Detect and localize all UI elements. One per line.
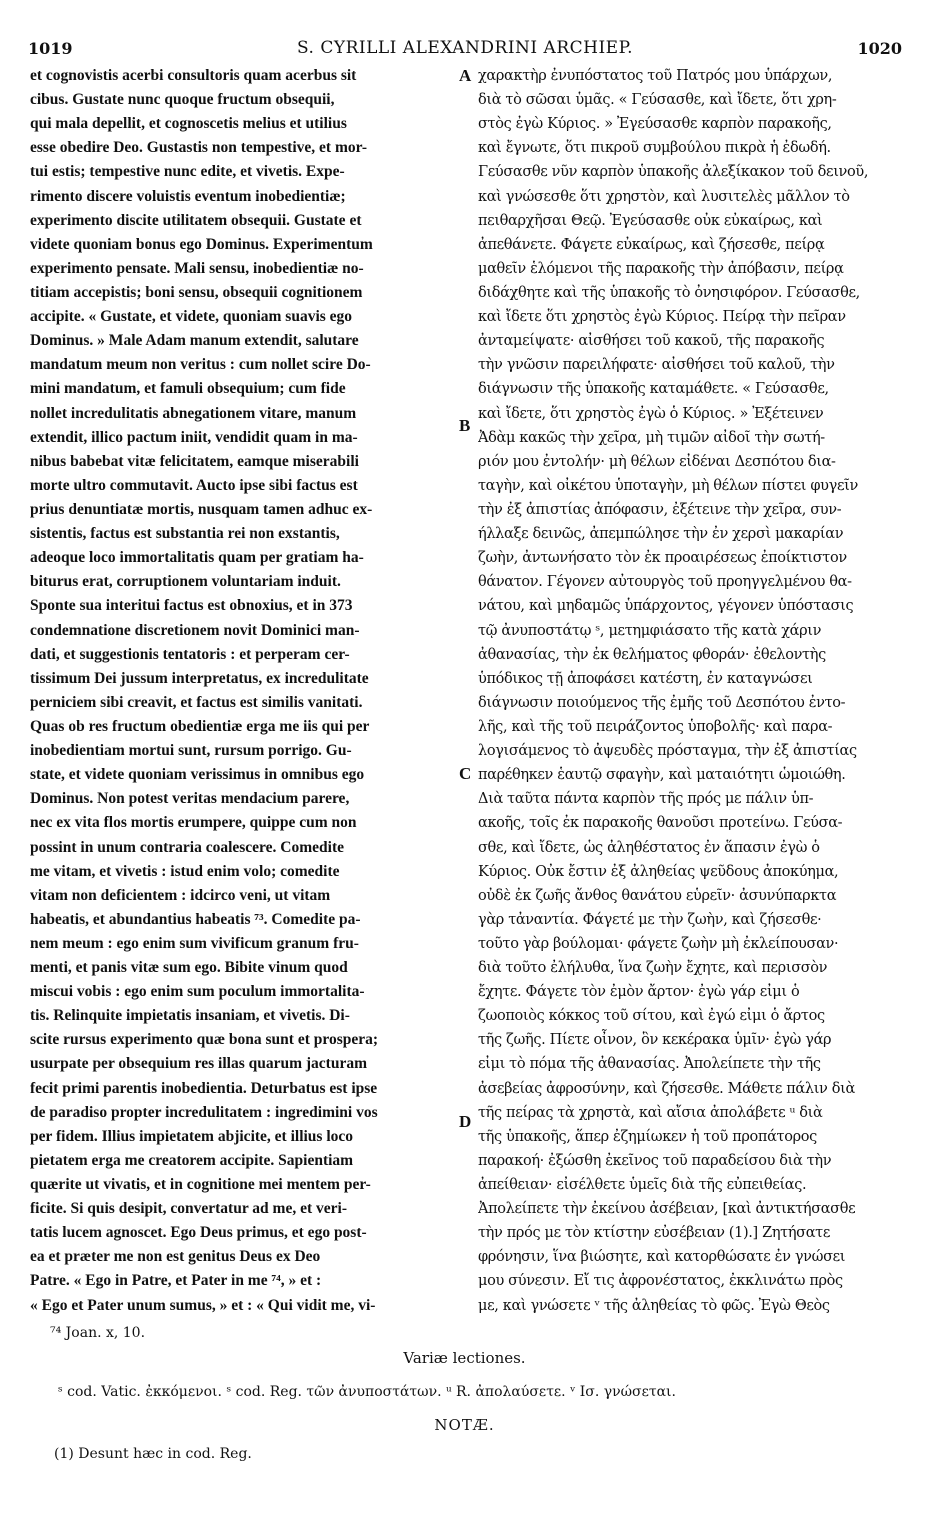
latin-text-line: biturus erat, corruptionem voluntariam induit.: [30, 573, 341, 591]
greek-text-line: διὰ τὸ σῶσαι ὑμᾶς. « Γεύσασθε, καὶ ἴδετε, ὅτι χρη-: [478, 92, 837, 109]
greek-text-line: τὴν ἐξ ἀπιστίας ἀπόφασιν, ἐξέτεινε τὴν χεῖρα, συν-: [478, 501, 842, 518]
latin-text-line: habeatis, et abundantius habeatis ⁷³. Comedite pa-: [30, 910, 361, 928]
running-title: S. CYRILLI ALEXANDRINI ARCHIEP.: [297, 38, 633, 58]
latin-text-line: cibus. Gustate nunc quoque fructum obsequii,: [30, 91, 335, 109]
latin-text-line: state, et videte quoniam verissimus in omnibus ego: [30, 766, 365, 784]
latin-text-line: per fidem. Illius impietatem abjicite, et illius loco: [30, 1127, 354, 1145]
latin-text-line: ea et præter me non est genitus Deus ex Deo: [30, 1248, 321, 1266]
greek-text-line: τῆς ὑπακοῆς, ἅπερ ἐζημίωκεν ἡ τοῦ προπάτορος: [478, 1128, 817, 1145]
latin-text-line: tis. Relinquite impietatis insaniam, et vivetis. Di-: [30, 1007, 350, 1025]
latin-text-line: menti, et panis vitæ sum ego. Bibite vinum quod: [30, 959, 348, 977]
greek-text-line: τὴν πρός με τὸν κτίστην εὐσέβειαν (1).] Ζητήσατε: [478, 1225, 831, 1242]
latin-text-line: mandatum meum non veritus : cum nollet scire Do-: [30, 356, 371, 374]
greek-text-line: ζωοποιὸς κόκκος τοῦ σίτου, καὶ ἐγώ εἰμι ὁ ἄρτος: [478, 1008, 825, 1025]
greek-text-line: διάγνωσιν ποιούμενος τῆς ἐμῆς τοῦ Δεσπότου ἐντο-: [478, 694, 846, 711]
greek-text-line: οὐδὲ ἐκ ζωῆς ἄνθος θανάτου εὑρεῖν· ἀσυνύπαρκτα: [478, 887, 837, 904]
greek-text-line: νάτου, καὶ μηδαμῶς ὑπάρχοντος, γέγονεν ὑπόστασις: [478, 598, 854, 615]
latin-text-line: titiam accepistis; boni sensu, obsequii cognitionem: [30, 283, 363, 301]
greek-text-line: σθε, καὶ ἴδετε, ὡς ἀληθέστατος ἐν ἅπασιν ἐγὼ ὁ: [478, 839, 820, 856]
margin-letter-a: A: [459, 66, 472, 85]
latin-text-line: Sponte sua interitui factus est obnoxius, et in 373: [30, 597, 353, 615]
greek-text-line: θάνατον. Γέγονεν αὐτουργὸς τοῦ προηγγελμένου θα-: [478, 574, 852, 591]
greek-text-line: Κύριος. Οὐκ ἔστιν ἐξ ἀληθείας ψεῦδους ἀποκύημα,: [478, 863, 839, 880]
greek-text-line: τῆς πείρας τὰ χρηστὰ, καὶ αἴσια ἀπολάβετε ᵘ διὰ: [478, 1104, 823, 1121]
latin-text-line: experimento pensate. Mali sensu, inobedientiæ no-: [30, 259, 364, 277]
margin-letter-c: C: [459, 764, 472, 783]
latin-text-line: vitam non deficientem : idcirco veni, ut vitam: [30, 886, 331, 904]
greek-text-line: διάγνωσιν τῆς ὑπακοῆς καταμάθετε. « Γεύσασθε,: [478, 381, 829, 398]
latin-text-line: Quas ob res fructum obedientiæ erga me iis qui per: [30, 717, 370, 735]
greek-text-line: ἀπεθάνετε. Φάγετε εὐκαίρως, καὶ ζήσεσθε, πείρᾳ: [478, 236, 825, 253]
latin-text-line: condemnatione discretionem novit Dominici man-: [30, 621, 360, 639]
greek-text-line: φρόνησιν, ἵνα βιώσητε, καὶ κατορθώσατε ἐν γνώσει: [478, 1249, 846, 1266]
latin-text-line: nec ex vita flos mortis erumpere, quippe cum non: [30, 814, 357, 832]
latin-text-line: esse obedire Deo. Gustastis non tempestive, et mor-: [30, 139, 368, 157]
latin-text-line: prius denuntiatæ mortis, nusquam tamen adhuc ex-: [30, 500, 373, 518]
greek-text-line: ταγὴν, καὶ οἰκέτου ὑποταγὴν, μὴ θέλων πίστει φυγεῖν: [478, 477, 858, 494]
notae-title: NOTÆ.: [434, 1416, 495, 1434]
latin-text-line: inobedientiam mortui sunt, rursum porrigo. Gu-: [30, 742, 352, 760]
latin-text-line: tissimum Dei jussum interpretatus, ex incredulitate: [30, 669, 369, 687]
latin-text-line: scite rursus experimento quæ bona sunt et prospera;: [30, 1031, 379, 1049]
latin-text-line: ficite. Si quis desipit, convertatur ad me, et veri-: [30, 1200, 347, 1218]
greek-text-line: διδάχθητε καὶ τῆς ὑπακοῆς τὸ ὀνησιφόρον. Γεύσασθε,: [478, 284, 860, 301]
latin-text-line: quærite ut vivatis, et in cognitione mei mentem per-: [30, 1176, 371, 1194]
latin-text-line: tui estis; tempestive nunc edite, et vivetis. Expe-: [30, 163, 345, 181]
greek-text-line: παρέθηκεν ἑαυτῷ σφαγὴν, καὶ ματαιότητι ὡμοιώθη.: [478, 767, 846, 784]
greek-text-line: γὰρ τἀναντία. Φάγετέ με τὴν ζωὴν, καὶ ζήσεσθε·: [478, 911, 822, 928]
latin-text-line: dati, et suggestionis tentatoris : et perperam cer-: [30, 645, 350, 663]
right-page-number: 1020: [857, 38, 902, 58]
greek-text-line: Γεύσασθε νῦν καρπὸν ὑπακοῆς ἀλεξίκακον τοῦ δεινοῦ,: [478, 164, 869, 181]
greek-text-line: ἀθανασίας, τὴν ἐκ θελήματος φθοράν· ἐθελοντὴς: [478, 646, 826, 663]
latin-column: [30, 64, 455, 1314]
greek-text-line: ριόν μου ἐντολήν· μὴ θέλων εἰδέναι Δεσπότου δια-: [478, 453, 836, 470]
greek-text-line: ήλλαξε δεινῶς, ἀπεμπώλησε τὴν ἐν χερσὶ μακαρίαν: [478, 526, 844, 543]
greek-text-line: λῆς, καὶ τῆς τοῦ πειράζοντος ὑποβολῆς· καὶ παρα-: [478, 718, 833, 735]
page-header: [28, 36, 902, 60]
latin-text-line: Patre. « Ego in Patre, et Pater in me ⁷⁴, » et :: [30, 1272, 322, 1290]
latin-text-line: sistentis, factus est substantia rei non exstantis,: [30, 525, 340, 543]
greek-text-line: Διὰ ταῦτα πάντα καρπὸν τῆς πρός με πάλιν ὑπ-: [478, 791, 814, 808]
note-1: (1) Desunt hæc in cod. Reg.: [54, 1446, 252, 1462]
greek-text-line: μου σύνεσιν. Εἴ τις ἀφρονέστατος, ἐκκλινάτω πρὸς: [478, 1273, 843, 1290]
latin-text-line: rimento discere voluistis eventum inobedientiæ;: [30, 187, 346, 205]
margin-letter-b: B: [459, 416, 471, 435]
greek-text-line: ἀπείθειαν· εἰσέλθετε ὑμεῖς διὰ τῆς εὐπειθείας.: [478, 1177, 807, 1194]
greek-text-line: καὶ γνώσεσθε ὅτι χρηστὸν, καὶ λυσιτελὲς μᾶλλον τὸ: [478, 188, 850, 205]
greek-text-line: καὶ ἴδετε, ὅτι χρηστὸς ἐγὼ ὁ Κύριος. » Ἐξέτεινεν: [478, 405, 824, 422]
latin-text-line: « Ego et Pater unum sumus, » et : « Qui vidit me, vi-: [30, 1296, 376, 1314]
greek-text-line: Ἀδὰμ κακῶς τὴν χεῖρα, μὴ τιμῶν αἰδοῖ τὴν σωτή-: [478, 429, 825, 446]
latin-text-line: Dominus. Non potest veritas mendacium parere,: [30, 790, 350, 808]
latin-text-line: nollet incredulitatis abnegationem vitare, manum: [30, 404, 357, 422]
latin-text-line: tatis lucem agnoscet. Ego Deus primus, et ego post-: [30, 1224, 367, 1242]
greek-text-line: με, καὶ γνώσετε ᵛ τῆς ἀληθείας τὸ φῶς. Ἐγὼ Θεὸς: [478, 1297, 830, 1314]
footnote: ⁷⁴ Joan. x, 10.: [50, 1325, 146, 1341]
greek-text-line: πειθαρχῆσαι Θεῷ. Ἐγεύσασθε οὐκ εὐκαίρως, καὶ: [478, 212, 823, 229]
latin-text-line: me vitam, et vivetis : istud enim volo; comedite: [30, 862, 340, 880]
greek-text-line: τῷ ἀνυποστάτῳ ˢ, μετημφιάσατο τῆς κατὰ χάριν: [478, 622, 822, 639]
greek-text-line: στὸς ἐγὼ Κύριος. » Ἐγεύσασθε καρπὸν παρακοῆς,: [478, 116, 832, 133]
variae-lectiones-text: ˢ cod. Vatic. ἐκκόμενοι. ˢ cod. Reg. τῶν ἀνυποστάτων. ᵘ R. ἀπολαύσετε. ᵛ Ισ. γνώσεται.: [58, 1384, 676, 1400]
greek-text-line: τῆς ζωῆς. Πίετε οἶνον, ὃν κεκέρακα ὑμῖν· ἐγὼ γάρ: [478, 1032, 832, 1049]
greek-text-line: καὶ ἔγνωτε, ὅτι πικροῦ συμβούλου πικρὰ ἡ ἐδωδή.: [478, 140, 831, 157]
greek-text-line: ζωὴν, ἀντωνήσατο τὸν ἐκ προαιρέσεως ἐποίκτιστον: [478, 550, 847, 567]
greek-text-line: λογισάμενος τὸ ἀψευδὲς πρόσταγμα, τὴν ἐξ ἀπιστίας: [478, 743, 857, 760]
latin-text-line: pietatem erga me creatorem accipite. Sapientiam: [30, 1151, 354, 1169]
greek-text-line: τοῦτο γὰρ βούλομαι· φάγετε ζωὴν μὴ ἐκλείπουσαν·: [478, 935, 839, 952]
latin-text-line: de paradiso propter incredulitatem : ingredimini vos: [30, 1103, 378, 1121]
latin-text-line: possint in unum contraria coalescere. Comedite: [30, 838, 344, 856]
left-page-number: 1019: [28, 38, 73, 58]
greek-text-line: τὴν γνῶσιν παρειλήφατε· αἰσθήσει τοῦ καλοῦ, τὴν: [478, 357, 835, 374]
greek-text-line: ακοῆς, τοῖς ἐκ παρακοῆς θανοῦσι προτείνω. Γεύσα-: [478, 815, 843, 832]
greek-text-line: Ἀπολείπετε τὴν ἐκείνου ἀσέβειαν, [καὶ ἀντικτήσασθε: [478, 1201, 856, 1218]
variae-lectiones-title: Variæ lectiones.: [403, 1349, 526, 1367]
greek-text-line: διὰ τοῦτο ἐλήλυθα, ἵνα ζωὴν ἔχητε, καὶ περισσὸν: [478, 960, 828, 977]
latin-text-line: extendit, illico pactum iniit, vendidit quam in ma-: [30, 428, 358, 446]
greek-text-line: ὑπόδικος τῇ ἀποφάσει κατέστη, ἐν καταγνώσει: [478, 670, 813, 687]
greek-text-line: εἰμι τὸ πόμα τῆς ἀθανασίας. Ἀπολείπετε τὴν τῆς: [478, 1056, 821, 1073]
latin-text-line: miscui vobis : ego enim sum poculum immortalita-: [30, 983, 365, 1001]
greek-text-line: παρακοή· ἐξώσθη ἐκεῖνος τοῦ παραδείσου διὰ τὴν: [478, 1152, 832, 1169]
latin-text-line: morte ultro commutavit. Aucto ipse sibi factus est: [30, 476, 358, 494]
latin-text-line: nibus babebat vitæ felicitatem, eamque miserabili: [30, 452, 359, 470]
latin-text-line: mini mandatum, et famuli obsequium; cum fide: [30, 380, 346, 398]
greek-text-line: μαθεῖν ἑλόμενοι τῆς παρακοῆς τὴν ἀπόβασιν, πείρᾳ: [478, 260, 844, 277]
latin-text-line: experimento discite utilitatem obsequii. Gustate et: [30, 211, 362, 229]
latin-text-line: qui mala depellit, et cognoscetis melius et utilius: [30, 115, 347, 133]
greek-text-line: ἔχητε. Φάγετε τὸν ἐμὸν ἄρτον· ἐγὼ γάρ εἰμι ὁ: [478, 984, 800, 1001]
latin-text-line: fecit primi parentis inobedientia. Deturbatus est ipse: [30, 1079, 378, 1097]
latin-text-line: adeoque loco immortalitatis quam per gratiam ha-: [30, 549, 364, 567]
latin-text-line: Dominus. » Male Adam manum extendit, salutare: [30, 332, 359, 350]
greek-text-line: ἀνταμείψατε· αἰσθήσει τοῦ κακοῦ, τῆς παρακοῆς: [478, 333, 825, 350]
greek-text-line: χαρακτὴρ ἐνυπόστατος τοῦ Πατρός μου ὑπάρχων,: [478, 68, 833, 84]
greek-column: [478, 64, 904, 1314]
latin-text-line: perniciem sibi creavit, et factus est similis vanitati.: [30, 693, 363, 711]
latin-text-line: videte quoniam bonus ego Dominus. Experimentum: [30, 235, 373, 253]
greek-text-line: ἀσεβείας ἀφροσύνην, καὶ ζήσεσθε. Μάθετε πάλιν διὰ: [478, 1080, 855, 1097]
greek-text-line: καὶ ἴδετε ὅτι χρηστὸς ἐγὼ Κύριος. Πείρᾳ τὴν πεῖραν: [478, 309, 846, 326]
latin-text-line: et cognovistis acerbi consultoris quam acerbus sit: [30, 67, 357, 84]
latin-text-line: usurpate per obsequium res illas quarum jacturam: [30, 1055, 368, 1073]
latin-text-line: accipite. « Gustate, et videte, quoniam suavis ego: [30, 308, 353, 326]
margin-letter-d: D: [459, 1112, 472, 1131]
latin-text-line: nem meum : ego enim sum vivificum granum fru-: [30, 934, 359, 952]
